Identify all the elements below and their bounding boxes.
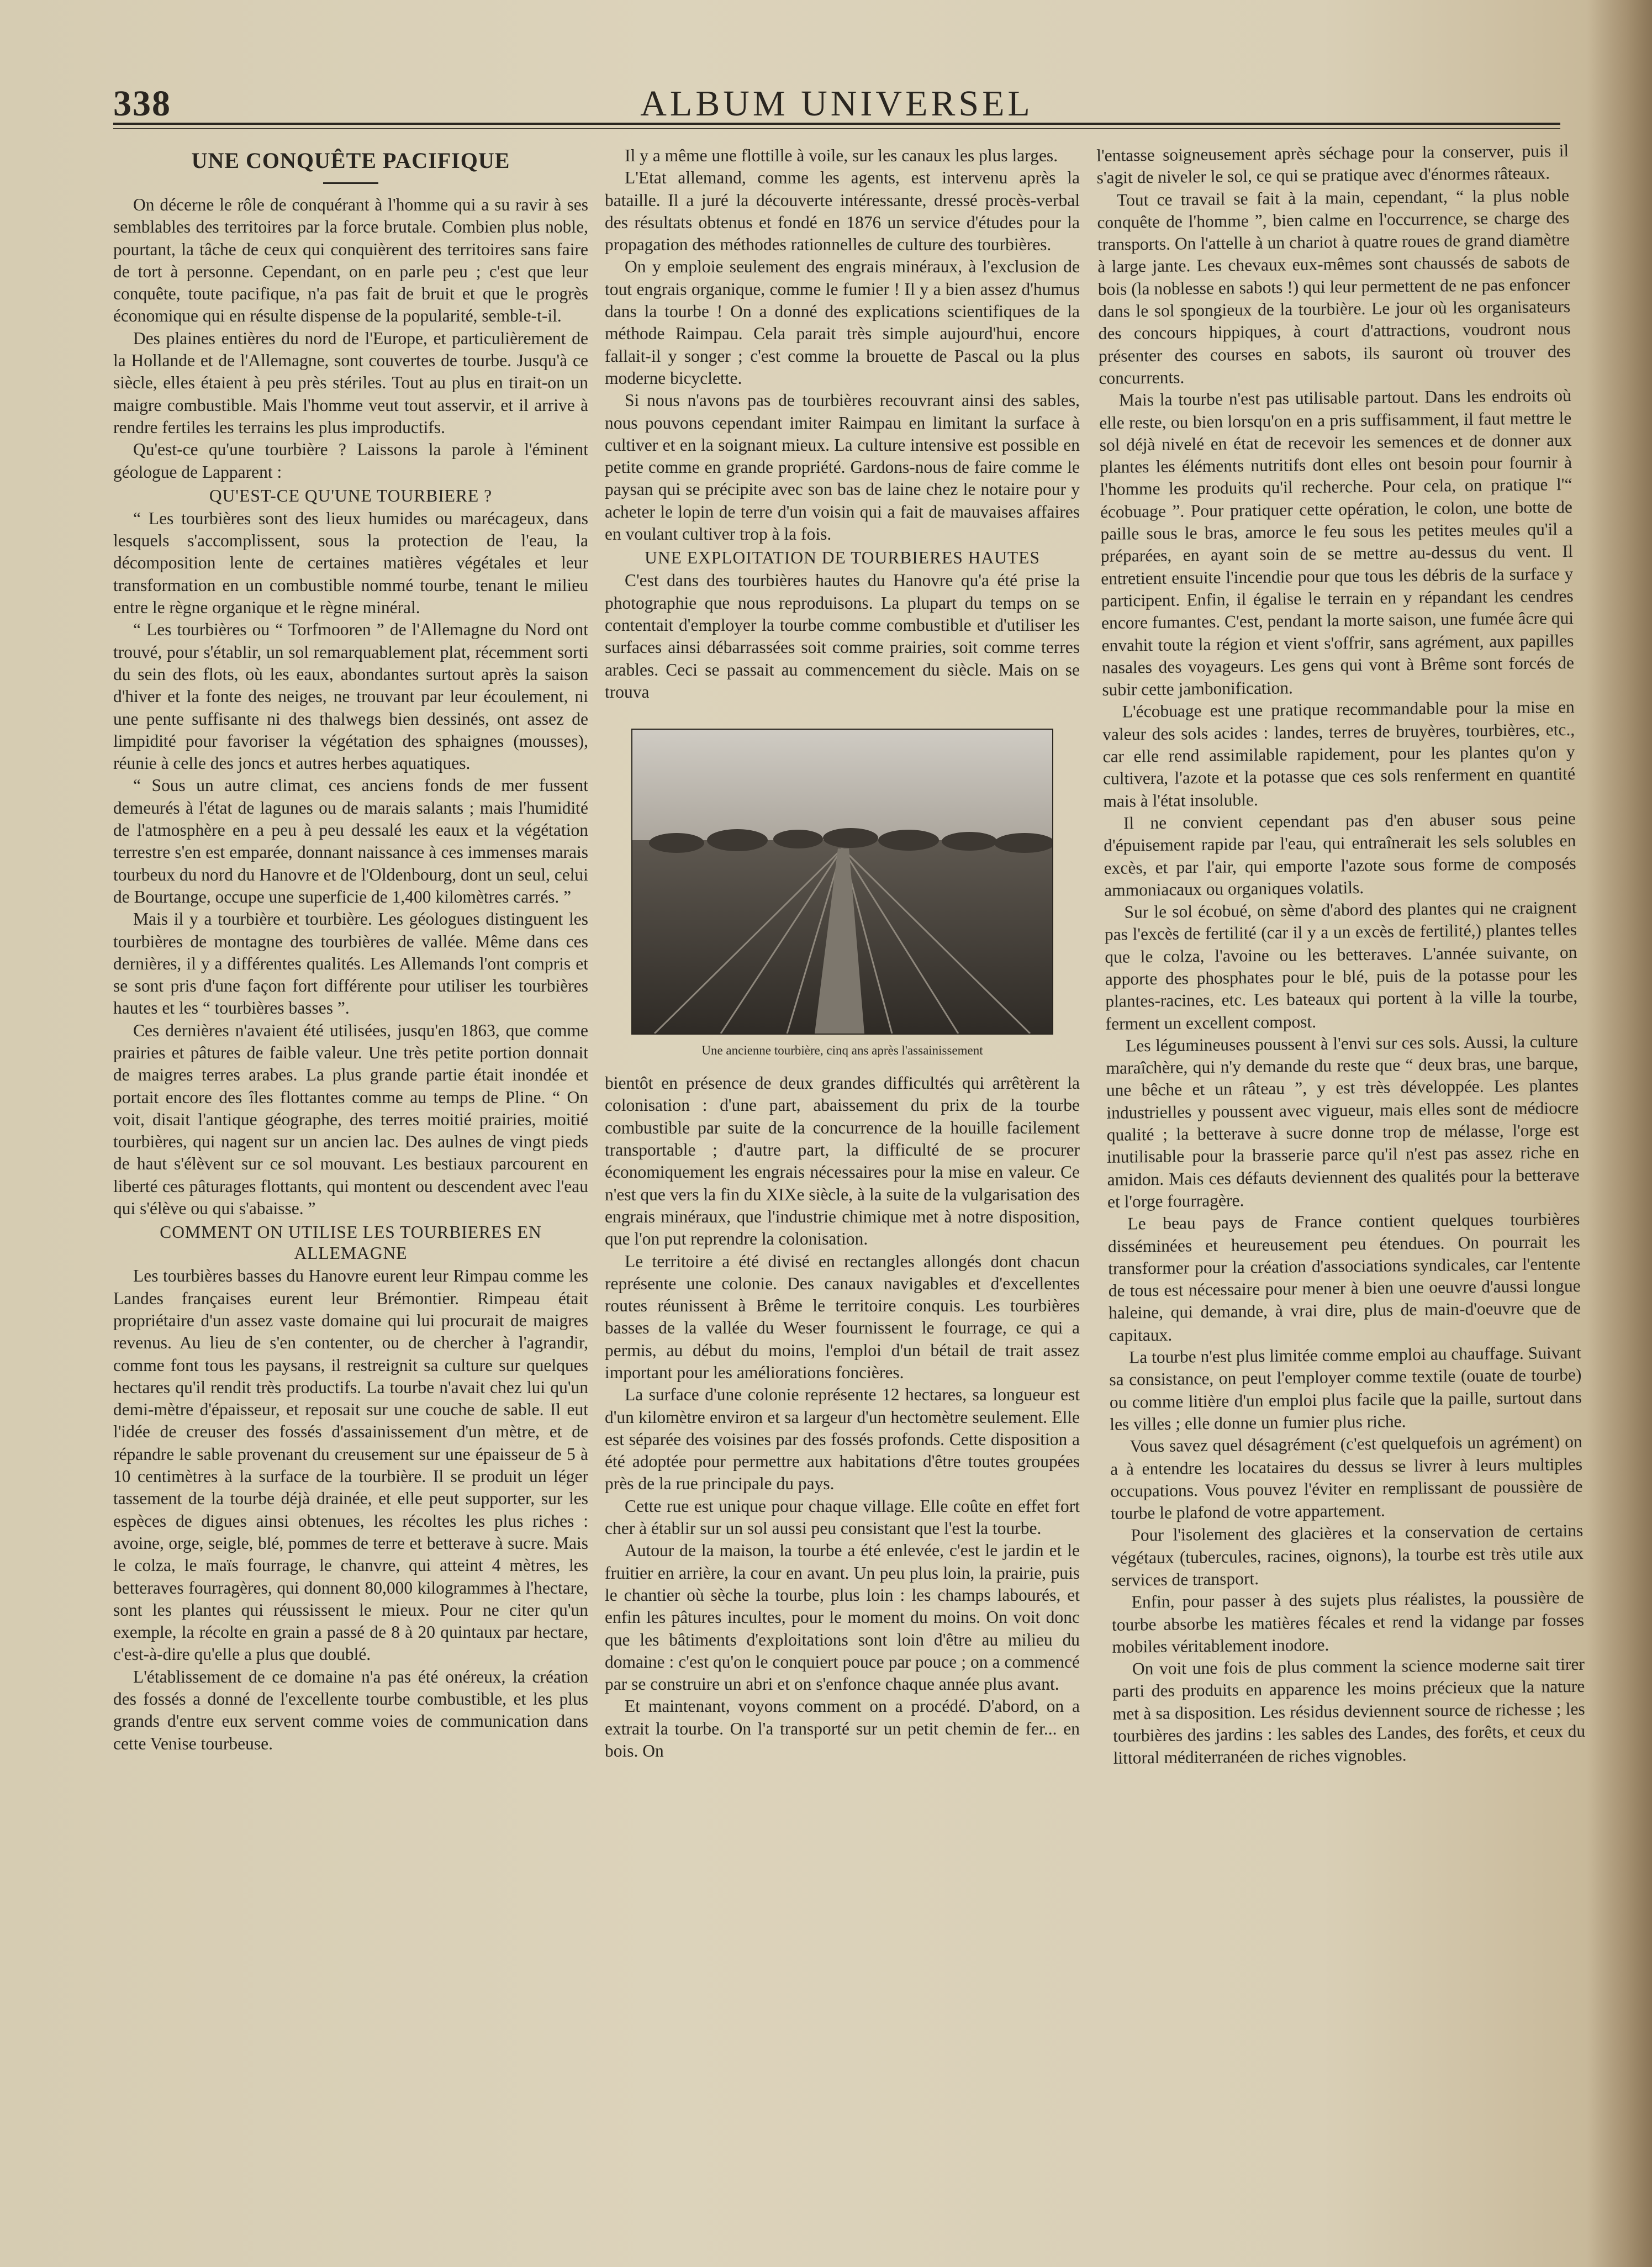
paragraph: Des plaines entières du nord de l'Europe, et particulièrement de la Hollande et de l'Allemagne, sont couvertes de tourbe. Jusqu'à ce siècle, elles étaient à peu près stériles. Tout au plus en tirait-on un maigre combustible. Mais l'homme veut tout asservir, et il arrive à rendre fertiles les terrains les plus improductifs. — [113, 328, 588, 437]
section-title: QU'EST-CE QU'UNE TOURBIERE ? — [209, 486, 493, 505]
photo-image — [632, 730, 1052, 1034]
paragraph: Enfin, pour passer à des sujets plus réalistes, la poussière de tourbe absorbe les matières fécales et rend la vidange par fosses mobiles véritablement inodore. — [1111, 1588, 1585, 1657]
paragraph: Qu'est-ce qu'une tourbière ? Laissons la parole à l'éminent géologue de Lapparent : — [113, 440, 588, 482]
paragraph: On voit une fois de plus comment la science moderne sait tirer parti des produits en apparence les moins précieux que la nature met à sa disposition. Les résidus deviennent source de richesse ; les tourbières des jardins : les sables des Landes, des forêts, et ceux du littoral méditerranéen de riches vignobles. — [1112, 1654, 1586, 1768]
photo-peat-bog — [631, 729, 1053, 1035]
paragraph: Les tourbières basses du Hanovre eurent leur Rimpau comme les Landes françaises eurent leur Brémontier. Rimpeau était propriétaire d'un assez vaste domaine qui lui procurait de maigres revenus. Au lieu de s'en contenter, ou de chercher à l'agrandir, comme font tous les paysans, il restreignit sa culture sur quelques hectares qu'il rendit très productifs. La tourbe n'avait chez lui qu'un demi-mètre d'épaisseur, et reposait sur une couche de sable. Il eut l'idée de creuser des fossés d'assainissement d'un mètre, et de répandre le sable provenant du creusement sur une épaisseur de 5 à 10 centimètres à la surface de la tourbière. Il se produit un léger tassement de la tourbe déjà drainée, et elle peut supporter, sur les espèces de digues ainsi obtenues, les récoltes les plus riches : avoine, orge, seigle, blé, pommes de terre et betterave à sucre. Mais le colza, le maïs fourrage, le chanvre, qui atteint 4 mètres, les betteraves fourragères, qui donnent 80,000 kilogrammes à l'hectare, sont les plantes qui réussissent le mieux. Pour ne citer qu'un exemple, la récolte en grain a passé de 8 à 20 quintaux par hectare, c'est-à-dire qu'elle a plus que doublé. — [113, 1266, 588, 1664]
paragraph: Si nous n'avons pas de tourbières recouvrant ainsi des sables, nous pouvons cependant imiter Raimpau en limitant la surface à cultiver et en la soignant mieux. La culture intensive est possible en petite comme en grande propriété. Gardons-nous de faire comme le paysan qui se précipite avec son bas de laine chez le notaire pour y acheter le lopin de terre d'un voisin qui a fait de mauvaises affaires en voulant cultiver trop à la fois. — [605, 391, 1080, 544]
page-header — [113, 83, 1560, 127]
paragraph: Mais il y a tourbière et tourbière. Les géologues distinguent les tourbières de montagne des tourbières de vallée. Même dans ces dernières, il y a différentes qualités. Les Allemands l'ont compris et se sont pris d'une façon fort différente pour utiliser les tourbières hautes et les “ tourbières basses ”. — [113, 909, 588, 1018]
section-title: UNE EXPLOITATION DE TOURBIERES HAUTES — [645, 548, 1040, 568]
paragraph: bientôt en présence de deux grandes difficultés qui arrêtèrent la colonisation : d'une part, abaissement du prix de la tourbe combustible par suite de la concurrence de la houille facilement transportable ; d'autre part, la difficulté de se procurer économiquement les engrais nécessaires pour la mise en valeur. Ce n'est que vers la fin du XIXe siècle, à la suite de la vulgarisation des engrais minéraux, que l'industrie chimique met à notre disposition, que l'on put reprendre la colonisation. — [605, 1073, 1080, 1249]
paragraph: “ Les tourbières ou “ Torfmooren ” de l'Allemagne du Nord ont trouvé, pour s'établir, un sol remarquablement plat, récemment sorti du sein des flots, où les eaux, abondantes surtout après la saison d'hiver et la fonte des neiges, ne trouvant par leur écoulement, ni une pente suffisante ni des thalwegs bien dessinés, ont assez de limpidité pour favoriser la végétation des sphaignes (mousses), réunie à celle des joncs et autres herbes aquatiques. — [113, 620, 588, 773]
paragraph: L'Etat allemand, comme les agents, est intervenu après la bataille. Il a juré la découverte intéressante, dressé procès-verbal des résultats obtenus et fondé en 1876 un service d'études pour la propagation des méthodes rationnelles de culture des tourbières. — [605, 168, 1080, 255]
column-3-body — [1096, 140, 1586, 1769]
paragraph: L'écobuage est une pratique recommandable pour la mise en valeur des sols acides : landes, terres de bruyères, tourbières, etc., car elle rend assimilable rapidement, pour les plantes qu'on y cultivera, l'azote et la potasse que ces sols renferment en quantité mais à l'état insoluble. — [1102, 697, 1576, 811]
paragraph: Et maintenant, voyons comment on a procédé. D'abord, on a extrait la tourbe. On l'a transporté sur un petit chemin de fer... en bois. On — [605, 1696, 1080, 1761]
paragraph: Ces dernières n'avaient été utilisées, jusqu'en 1863, que comme prairies et pâtures de faible valeur. Une très petite portion donnait de maigres terres arabes. La plus grande partie était inondée et portait encore des îles flottantes comme au temps de Pline. “ On voit, disait l'antique géographe, des terres moitié prairies, moitié tourbières, qui nagent sur un ancien lac. Des aulnes de vingt pieds de haut s'élèvent sur ce sol mouvant. Les bestiaux parcourent en liberté ces pâturages flottants, qui montent ou descendent avec l'eau qui s'élève ou qui s'abaisse. ” — [113, 1020, 588, 1219]
paragraph: “ Sous un autre climat, ces anciens fonds de mer fussent demeurés à l'état de lagunes ou de marais salants ; mais l'humidité de l'atmosphère en a peu à peu dessalé les eaux et la végétation terrestre s'en est emparée, donnant naissance à ces immenses marais tourbeux du nord du Hanovre et de l'Oldenbourg, dont un seul, celui de Bourtange, occupe une superficie de 1,400 kilomètres carrés. ” — [113, 776, 588, 906]
paragraph: Mais la tourbe n'est pas utilisable partout. Dans les endroits où elle reste, ou bien lorsqu'on en a pris suffisamment, il faut mettre le sol déjà nivelé en état de recevoir les semences et de donner aux plantes les éléments nutritifs dont elles ont besoin pour fournir à l'homme les produits qu'il recherche. Pour cela, on pratique l'“ écobuage ”. Pour pratiquer cette opération, le colon, une botte de paille sous le bras, amorce le feu sous les petites meules qu'il a préparées, en ayant soin de se mettre au-dessus du vent. Il entretient ensuite l'incendie pour que tous les débris de la surface y participent. Enfin, il égalise le terrain en y répandant les cendres encore fumantes. C'est, pendant la morte saison, une fumée âcre qui envahit toute la région et vient s'offrir, sans agrément, aux papilles nasales des voyageurs. Les gens qui vont à Brême sont forcés de subir cette jambonification. — [1099, 386, 1575, 700]
paragraph: l'entasse soigneusement après séchage pour la conserver, puis il s'agit de niveler le sol, ce qui se pratique avec d'énormes râteaux. — [1096, 141, 1569, 188]
article-title: UNE CONQUÊTE PACIFIQUE — [191, 148, 510, 173]
paragraph: Pour l'isolement des glacières et la conservation de certains végétaux (tubercules, racines, oignons), la tourbe est très utile aux services de transport. — [1111, 1521, 1584, 1590]
column-3 — [1096, 140, 1590, 2189]
column-1-body — [113, 194, 588, 1755]
paragraph: Le territoire a été divisé en rectangles allongés dont chacun représente une colonie. Des canaux navigables et d'excellentes routes réunissent à Brême le territoire conquis. Les tourbières basses de la vallée du Weser fournissent le fourrage, ce qui a permis, au début du moins, l'emploi d'un bétail de trait assez important pour les améliorations foncières. — [605, 1251, 1080, 1382]
column-1 — [113, 145, 588, 2189]
column-2-bottom-body — [605, 1072, 1080, 1762]
paragraph: Tout ce travail se fait à la main, cependant, “ la plus noble conquête de l'homme ”, bien calme en l'occurrence, se charge des transports. On l'attelle à un chariot à quatre roues de grand diamètre à large jante. Les chevaux eux-mêmes sont chaussés de sabots de bois (la noblesse en sabots !) qui leur permettent de ne pas enfoncer dans le sol spongieux de la tourbière. Le jour où les organisateurs des concours hippiques, à court d'attractions, voudront nous présenter des courses en sabots, ils sauront où trouver des concurrents. — [1097, 185, 1571, 388]
paragraph: Autour de la maison, la tourbe a été enlevée, c'est le jardin et le fruitier en arrière, la cour en avant. Un peu plus loin, la prairie, puis le chantier où sèche la tourbe, plus loin : les champs labourés, et enfin les pâtures incultes, pour le moment du moins. On voit donc que les bâtiments d'exploitations sont loin d'être au milieu du domaine : c'est qu'on le conquiert pouce par pouce ; on a commencé par se construire un abri et on s'enfonce chaque année plus avant. — [605, 1541, 1080, 1694]
page-number: 338 — [113, 83, 171, 124]
paragraph: Vous savez quel désagrément (c'est quelquefois un agrément) on a à entendre les locataires du dessus se livrer à leurs multiples occupations. Vous pouvez l'éviter en remplissant de poussière de tourbe le plafond de votre appartement. — [1110, 1432, 1583, 1523]
paragraph: C'est dans des tourbières hautes du Hanovre qu'a été prise la photographie que nous reproduisons. La plupart du temps on se contentait d'employer la tourbe comme combustible et d'utiliser les surfaces ainsi débarrassées soit comme prairies, soit comme terres arables. Ceci se passait au commencement du siècle. Mais on se trouva — [605, 571, 1080, 702]
page-edge-shadow — [1588, 0, 1652, 2267]
header-rule — [113, 123, 1560, 125]
photo-block — [605, 729, 1080, 1059]
paragraph: L'établissement de ce domaine n'a pas été onéreux, la création des fossés a donné de l'excellente tourbe combustible, et les plus grands d'entre eux servent comme voies de communication dans cette Venise tourbeuse. — [113, 1667, 588, 1753]
paragraph: Les légumineuses poussent à l'envi sur ces sols. Aussi, la culture maraîchère, qui n'y demande du reste que “ deux bras, une barque, une bêche et un râteau ”, y est très développée. Les plantes industrielles y poussent avec vigueur, mais elles sont de médiocre qualité ; la betterave à sucre donne trop de mélasse, l'orge est inutilisable pour la brasserie parce qu'il n'est pas assez riche en amidon. Mais ces défauts deviennent des qualités pour la betterave et l'orge fourragère. — [1106, 1031, 1580, 1211]
paragraph: La tourbe n'est plus limitée comme emploi au chauffage. Suivant sa consistance, on peut l'employer comme textile (ouate de tourbe) ou comme litière d'un emploi plus facile que la paille, surtout dans les villes ; elle donne un fumier plus riche. — [1109, 1342, 1582, 1434]
title-rule — [323, 182, 378, 184]
paragraph: Le beau pays de France contient quelques tourbières disséminées et heureusement peu étendues. On pourrait les transformer pour la création d'associations syndicales, car l'entente de tous est nécessaire pour mener à bien une oeuvre d'aussi longue haleine, qui demande, à vrai dire, plus de main-d'oeuvre que de capitaux. — [1107, 1209, 1581, 1345]
section-title: COMMENT ON UTILISE LES TOURBIERES EN ALLEMAGNE — [160, 1222, 542, 1263]
paragraph: On décerne le rôle de conquérant à l'homme qui a su ravir à ses semblables des territoires par la force brutale. Combien plus noble, pourtant, la tâche de ceux qui conquièrent des territoires sans faire de tort à personne. Cependant, on en parle peu ; c'est que leur conquête, toute pacifique, n'a pas fait de bruit et que le progrès économique qui en résulte dispense de la popularité, semble-t-il. — [113, 195, 588, 326]
paragraph: Sur le sol écobué, on sème d'abord des plantes qui ne craignent pas l'excès de fertilité (car il y a un excès de fertilité,) plantes telles que le colza, l'avoine ou les betteraves. L'année suivante, on apporte des phosphates pour le blé, puis de la potasse pour les plantes-racines, etc. Les bateaux qui portent à la ville la tourbe, ferment un excellent compost. — [1104, 898, 1578, 1034]
header-rule-thin — [113, 128, 1560, 129]
paragraph: “ Les tourbières sont des lieux humides ou marécageux, dans lesquels s'accomplissent, sous la protection de l'eau, la décomposition lente de certaines matières végétales et leur transformation en un combustible nommé tourbe, tenant le milieu entre le règne organique et le règne minéral. — [113, 508, 588, 618]
paragraph: Cette rue est unique pour chaque village. Elle coûte en effet fort cher à établir sur un sol aussi peu consistant que l'est la tourbe. — [605, 1496, 1080, 1538]
column-2-top-body — [605, 145, 1080, 703]
journal-title: ALBUM UNIVERSEL — [640, 83, 1033, 124]
column-2 — [605, 145, 1080, 2189]
photo-caption: Une ancienne tourbière, cinq ans après l'assainissement — [701, 1043, 983, 1058]
paragraph: On y emploie seulement des engrais minéraux, à l'exclusion de tout engrais organique, comme le fumier ! Il y a bien assez d'humus dans la tourbe ! On a donné des explications scientifiques de la méthode Raimpau. Cela parait très simple aujourd'hui, encore fallait-il y songer ; c'est comme la brouette de Pascal ou la plus moderne bicyclette. — [605, 257, 1080, 388]
paragraph: La surface d'une colonie représente 12 hectares, sa longueur est d'un kilomètre environ et sa largeur d'un hectomètre seulement. Elle est séparée des voisines par des fossés profonds. Cette disposition a été adoptée pour permettre aux habitations d'être toutes groupées près de la rue principale du pays. — [605, 1385, 1080, 1494]
paragraph: Il y a même une flottille à voile, sur les canaux les plus larges. — [625, 146, 1058, 165]
paragraph: Il ne convient cependant pas d'en abuser sous peine d'épuisement rapide par l'eau, qui entraînerait les sels solubles en excès, et par l'air, qui emporte l'azote sous forme de composés ammoniacaux ou organiques volatils. — [1104, 808, 1576, 900]
